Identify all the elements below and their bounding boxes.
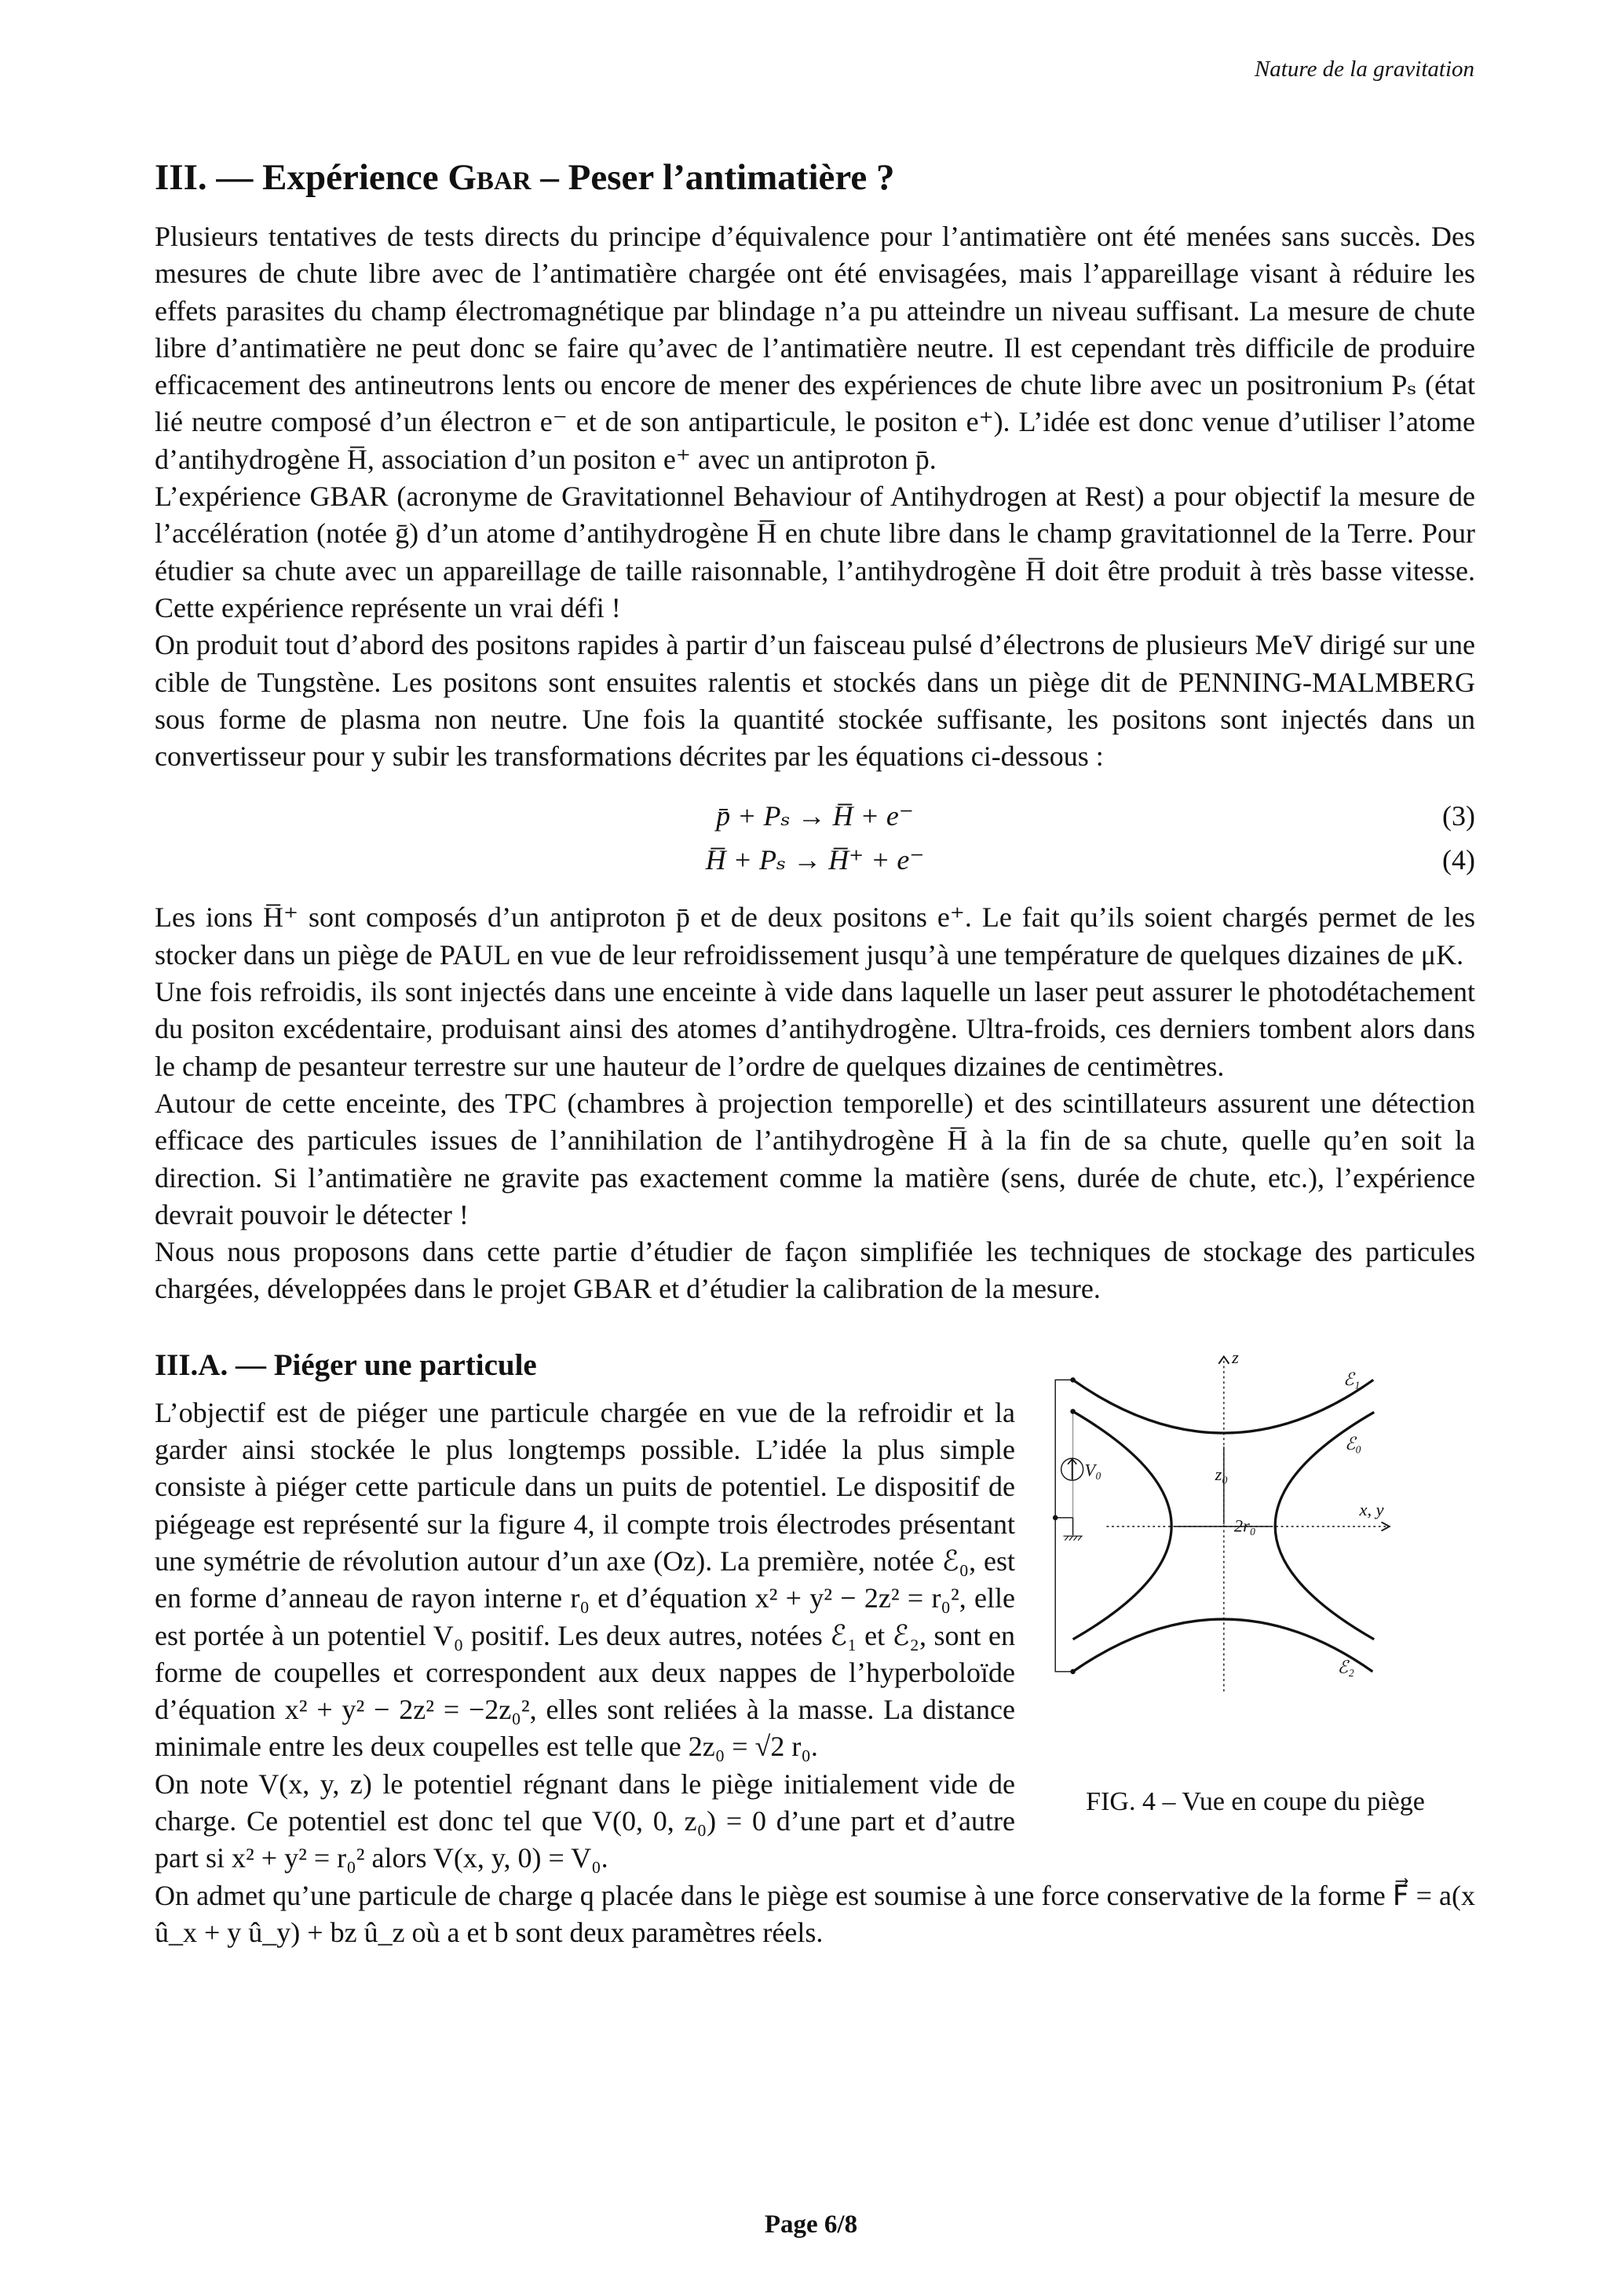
label-e2: ℰ₂ (1337, 1657, 1354, 1677)
equation-expression: H̅ + Pₛ → H̅⁺ + e⁻ (705, 844, 925, 876)
paragraph: Une fois refroidis, ils sont injectés dans une enceinte à vide dans laquelle un laser peut assurer le photodétachement du positon excédentaire, produisant ainsi des atomes d’antihydrogène. Ultra-froids, ces derniers tombent alors dans le champ de pesanteur terrestre sur une hauteur de l’ordre de quelques dizaines de centimètres. (155, 976, 1475, 1082)
figure-caption: FIG. 4 – Vue en coupe du piège (1086, 1786, 1425, 1816)
page-number: Page 6/8 (764, 2210, 858, 2239)
equation-number: (3) (1442, 800, 1475, 832)
label-v0: V₀ (1084, 1460, 1102, 1480)
section-title-name: Gbar (448, 157, 532, 198)
running-header: Nature de la gravitation (1254, 57, 1474, 82)
paragraph: Autour de cette enceinte, des TPC (chambres à projection temporelle) et des scintillateurs assurent une détection efficace des particules issues de l’annihilation de l’antihydrogène H̅ à la fin de sa chute, quelle qu’en soit la direction. Si l’antimatière ne gravite pas exactement comme la matière (sens, durée de chute, etc.), l’expérience devrait pouvoir le détecter ! (155, 1087, 1475, 1230)
paragraph: L’expérience GBAR (acronyme de Gravitationnel Behaviour of Antihydrogen at Rest) a pour objectif la mesure de l’accélération (notée ḡ) d’un atome d’antihydrogène H̅ en chute libre dans le champ gravitationnel de la Terre. Pour étudier sa chute avec un appareillage de taille raisonnable, l’antihydrogène H̅ doit être produit à très basse vitesse. Cette expérience représente un vrai défi ! (155, 481, 1475, 623)
equation-expression: p̄ + Pₛ → H̅ + e⁻ (716, 800, 914, 832)
label-z0: z₀ (1215, 1464, 1229, 1484)
figure-4-trap-diagram (1036, 1340, 1475, 1816)
paragraph: On produit tout d’abord des positons rapides à partir d’un faisceau pulsé d’électrons de plusieurs MeV dirigé sur une cible de Tungstène. Les positons sont ensuites ralentis et stockés dans un piège dit de PENNING-MALMBERG sous forme de plasma non neutre. Une fois la quantité stockée suffisante, les positons sont injectés dans un convertisseur pour y subir les transformations décrites par les équations ci-dessous : (155, 629, 1475, 773)
electrode-e1 (1073, 1380, 1374, 1433)
ground-icon (1063, 1536, 1082, 1541)
paragraph: On note V(x, y, z) le potentiel régnant dans le piège initialement vide de charge. Ce potentiel est donc tel que V(0, 0, z₀) = 0 d’une part et d’autre part si x² + y² = r₀² alors V(x, y, 0) = V₀. (155, 1768, 1015, 1874)
equations (155, 794, 1475, 882)
equation-number: (4) (1442, 844, 1475, 876)
paragraph: On admet qu’une particule de charge q placée dans le piège est soumise à une force conservative de la forme F⃗ = a(x û_x + y û_y) + bz û_z où a et b sont deux paramètres réels. (155, 1879, 1475, 1948)
trap-cross-section-svg (1036, 1340, 1475, 1779)
electrode-e0-left (1073, 1411, 1172, 1639)
label-z: z (1232, 1347, 1239, 1367)
paragraph: L’objectif est de piéger une particule chargée en vue de la refroidir et la garder ainsi stockée le plus longtemps possible. L’idée la plus simple consiste à piéger cette particule dans un puits de potentiel. Le dispositif de piégeage est représenté sur la figure 4, il compte trois électrodes présentant une symétrie de révolution autour d’un axe (Oz). La première, notée ℰ₀, est en forme d’anneau de rayon interne r₀ et d’équation x² + y² − 2z² = r₀², elle est portée à un potentiel V₀ positif. Les deux autres, notées ℰ₁ et ℰ₂, sont en forme de coupelles et correspondent aux deux nappes de l’hyperboloïde d’équation x² + y² − 2z² = −2z₀², elles sont reliées à la masse. La distance minimale entre les deux coupelles est telle que 2z₀ = √2 r₀. (155, 1396, 1015, 1763)
equation-4 (155, 838, 1475, 882)
label-xy: x, y (1359, 1499, 1384, 1519)
voltage-arrow (1068, 1459, 1076, 1479)
electrode-e2 (1073, 1619, 1373, 1672)
section-title-prefix: III. — Expérience (155, 157, 448, 198)
section-title (155, 154, 1475, 201)
ground-wire (1055, 1380, 1072, 1671)
paragraph: Les ions H̅⁺ sont composés d’un antiproton p̄ et de deux positons e⁺. Le fait qu’ils soient chargés permet de les stocker dans un piège de PAUL en vue de leur refroidissement jusqu’à une température de quelques dizaines de μK. (155, 901, 1475, 971)
label-2r0: 2r₀ (1233, 1515, 1256, 1536)
label-e0: ℰ₀ (1344, 1433, 1362, 1453)
subsection-title: III.A. — Piéger une particule (155, 1347, 537, 1382)
label-e1: ℰ₁ (1343, 1369, 1361, 1389)
section-title-suffix: – Peser l’antimatière ? (531, 157, 895, 198)
paragraph: Nous nous proposons dans cette partie d’étudier de façon simplifiée les techniques de stockage des particules chargées, développées dans le projet GBAR et d’étudier la calibration de la mesure. (155, 1236, 1475, 1305)
paragraph: Plusieurs tentatives de tests directs du principe d’équivalence pour l’antimatière ont été menées sans succès. Des mesures de chute libre avec de l’antimatière chargée ont été envisagées, mais l’appareillage visant à réduire les effets parasites du champ électromagnétique par blindage n’a pu atteindre un niveau suffisant. La mesure de chute libre d’antimatière ne peut donc se faire qu’avec de l’antimatière neutre. Il est cependant très difficile de produire efficacement des antineutrons lents ou encore de mener des expériences de chute libre avec un positronium Pₛ (état lié neutre composé d’un électron e⁻ et de son antiparticule, le positon e⁺). L’idée est donc venue d’utiliser l’atome d’antihydrogène H̅, association d’un positon e⁺ avec un antiproton p̄. (155, 221, 1475, 475)
page-content (155, 154, 1475, 1951)
equation-3 (155, 794, 1475, 838)
